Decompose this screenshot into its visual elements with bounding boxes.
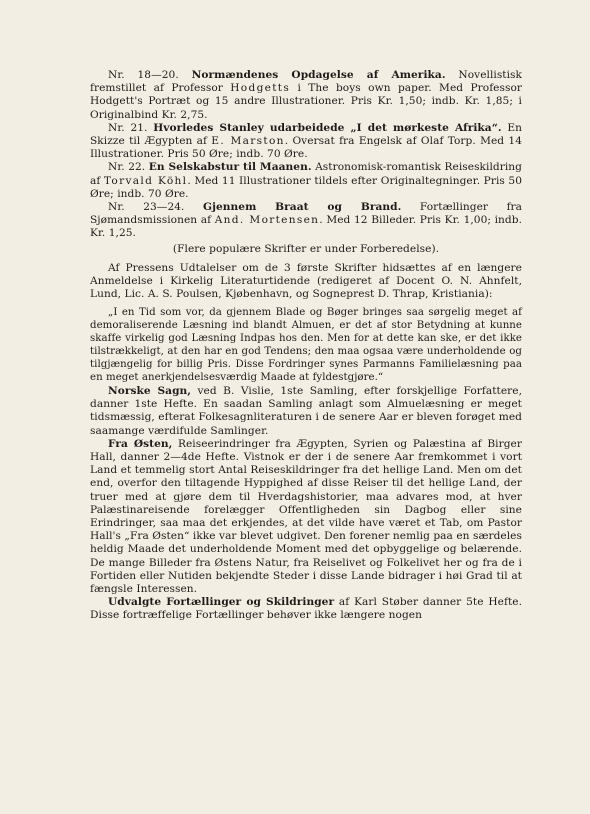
entry-text: En Skizze til Ægypten af	[90, 121, 523, 148]
entry-author: And. Mortensen	[214, 214, 320, 227]
entry-author: E. Marston	[211, 135, 285, 148]
review-text: Reiseerindringer fra Ægypten, Syrien og Palæstina af Birger Hall, danner 2—4de Hefte. Vistnok er der i de senere Aar fremkommet i vort Land et temmelig stort Antal Reiseskildringer fra det hellige Land. Men om det end, overfor den tiltagende Hyppighed af disse Reiser til det hellige Land, der truer med at gjøre dem til Hverdagshistorier, maa advares mod, at hver Palæstinareisende forelægger Offentligheden sin Dagbog eller sine Erindringer, saa maa det erkjendes, at det vilde have været et Tab, om Pastor Hall's „Fra Østen“ ikke var blevet udgivet. Den forener nemlig paa en særdeles heldig Maade det underholdende Moment med det opbyggelige og belærende. De mange Billeder fra Østens Natur, fra Reiselivet og Folkelivet her og fra de i Fortiden eller Nutiden bekjendte Steder i disse Lande bidrager i høi Grad til at fængsle Interessen.	[90, 437, 522, 595]
entry-author: Torvald Köhl	[103, 174, 188, 187]
entry-number: Nr. 22.	[108, 161, 146, 174]
entry-number: Nr. 18—20.	[108, 69, 179, 81]
review-paragraph	[90, 385, 522, 438]
entry-title: Hvorledes Stanley udarbeidede „I det mørkeste Afrika“.	[153, 121, 502, 134]
entry-text: Novellistisk fremstillet af Professor	[90, 69, 523, 95]
entry-text: Fortællinger fra Sjømandsmissionen af	[90, 201, 523, 227]
entry-text: Astronomisk-romantisk Reiseskildring af	[90, 161, 522, 187]
forthcoming-note: (Flere populære Skrifter er under Forberedelse).	[172, 242, 440, 255]
catalog-entry	[90, 69, 522, 122]
review-paragraph	[90, 596, 522, 622]
press-intro: Af Pressens Udtalelser om de 3 første Skrifter hidsættes af en længere Anmeldelse i Kirkelig Literaturtidende (redigeret af Docent O. N. Ahnfelt, Lund, Lic. A. S. Poulsen, Kjøbenhavn, og Sogneprest D. Thrap, Kristiania):	[90, 261, 522, 301]
catalog-entry	[90, 201, 522, 241]
catalog-entry	[90, 122, 522, 162]
review-title: Udvalgte Fortællinger og Skildringer	[108, 596, 335, 609]
review-text: af Karl Støber danner 5te Hefte. Disse fortræffelige Fortællinger behøver ikke længere nogen	[90, 596, 522, 622]
review-text: ved B. Vislie, 1ste Samling, efter forskjellige Forfattere, danner 1ste Hefte. En saadan Samling anlagt som Almuelæsning er meget tidsmæssig, efterat Folkesagnliteraturen i de senere Aar er bleven forøget med saamange værdifulde Samlinger.	[90, 384, 523, 437]
entry-title: Normændenes Opdagelse af Amerika.	[191, 69, 446, 81]
review-title: Fra Østen,	[108, 437, 173, 450]
review-paragraph	[90, 438, 522, 596]
entry-text: . Oversat fra Engelsk af Olaf Torp. Med 14 Illustrationer. Pris 50 Øre; indb. 70 Øre.	[90, 135, 522, 161]
press-quote: „I en Tid som vor, da gjennem Blade og Bøger bringes saa sørgelig meget af demoraliserende Læsning ind blandt Almuen, er det af stor Betydning at kunne skaffe virkelig god Læsning Indpas hos den. Men for at dette kan ske, er det ikke tilstrækkeligt, at den har en god Tendens; den maa ogsaa være underholdende og tilgjængelig for billig Pris. Disse Fordringer synes Parmanns Familielæsning paa en meget anerkjendelsesværdig Maade at fyldestgjøre.“	[90, 307, 522, 383]
entry-number: Nr. 23—24.	[108, 201, 185, 214]
entry-text: . Med 11 Illustrationer tildels efter Originaltegninger. Pris 50 Øre; indb. 70 Øre.	[90, 174, 523, 200]
entry-text: i The boys own paper. Med Professor Hodgett's Portræt og 15 andre Illustrationer. Pris Kr. 1,50; indb. Kr. 1,85; i Originalbind Kr. 2,75.	[90, 82, 523, 121]
catalog-entry	[90, 161, 522, 201]
entry-title: En Selskabstur til Maanen.	[148, 161, 312, 174]
entry-title: Gjennem Braat og Brand.	[203, 201, 402, 214]
entry-text: . Med 12 Billeder. Pris Kr. 1,00; indb. Kr. 1,25.	[90, 214, 522, 240]
review-title: Norske Sagn,	[108, 384, 192, 397]
page-text-block	[90, 69, 522, 623]
entry-number: Nr. 21.	[108, 121, 148, 134]
entry-author: Hodgetts	[230, 82, 291, 95]
